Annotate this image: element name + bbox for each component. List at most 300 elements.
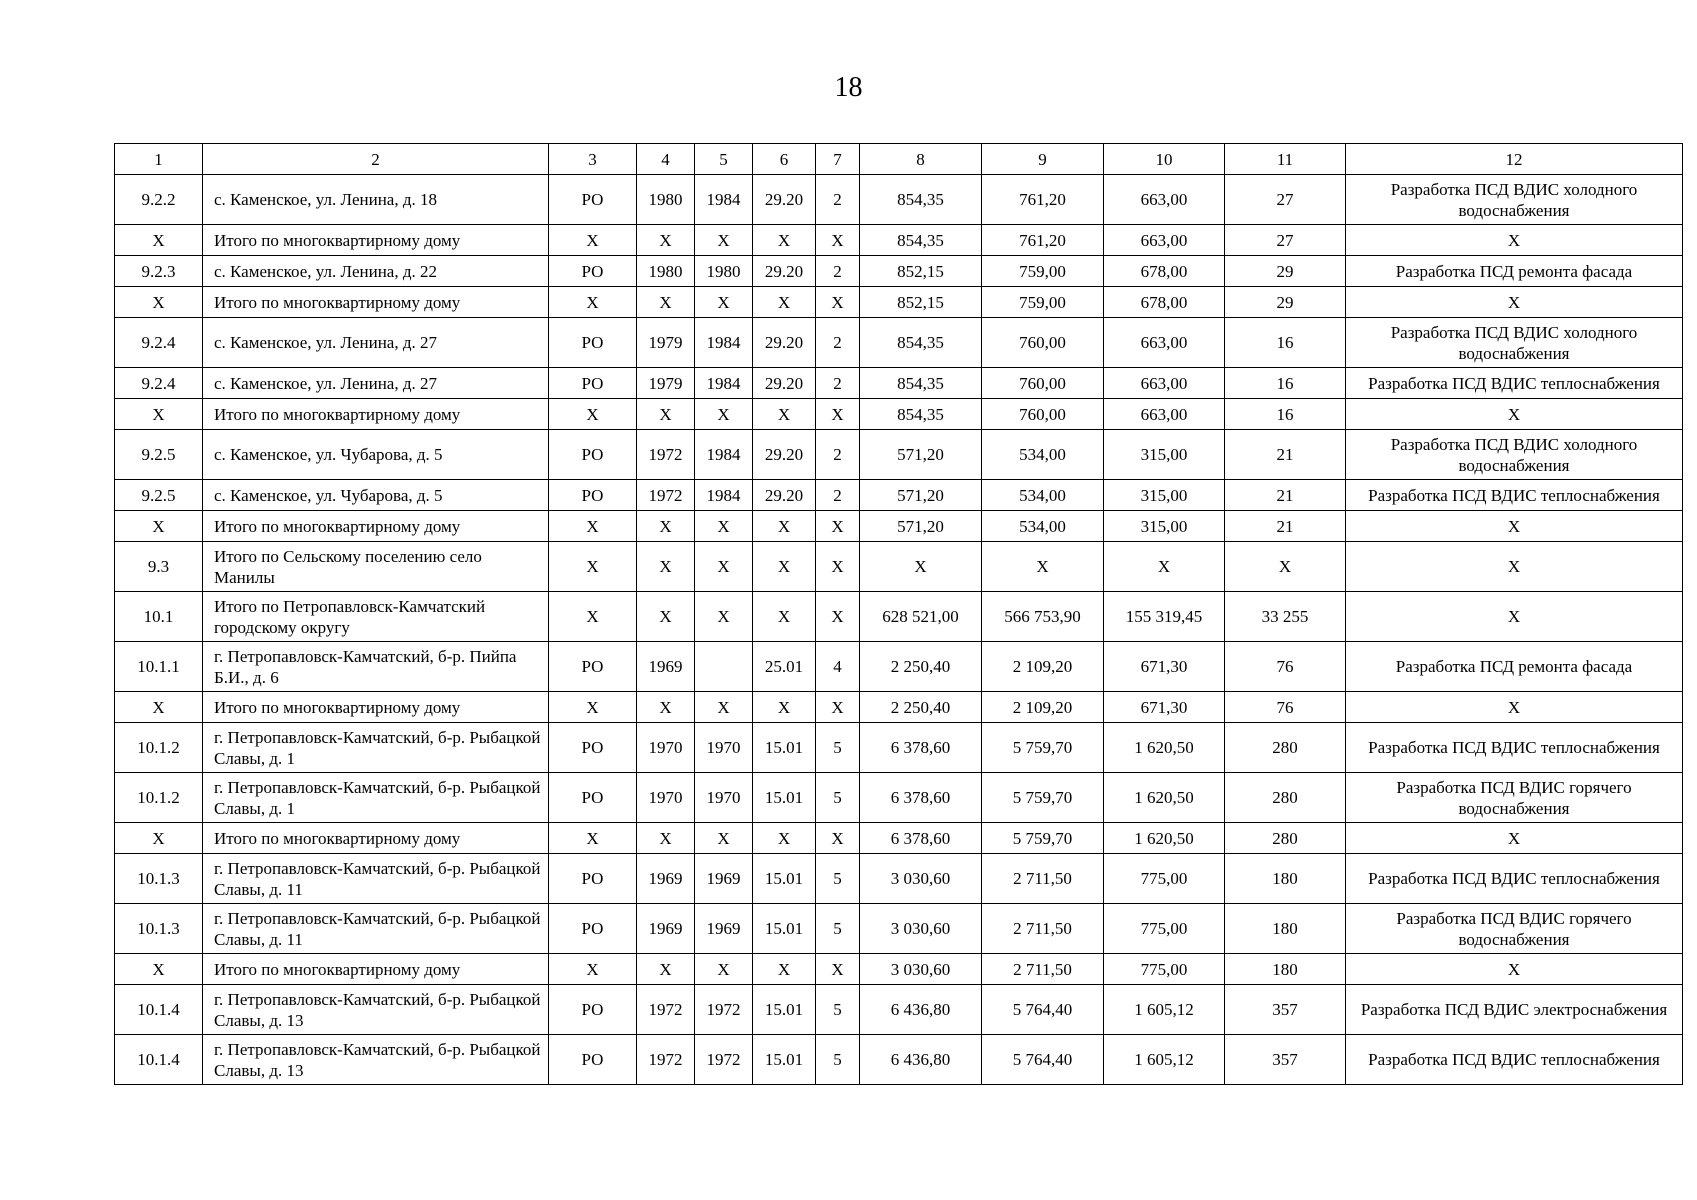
table-cell-col-4: Х <box>637 511 695 542</box>
table-cell-col-4: Х <box>637 692 695 723</box>
table-cell-col-12: Разработка ПСД ремонта фасада <box>1346 642 1683 692</box>
table-cell-col-7: 2 <box>816 430 860 480</box>
table-cell-col-11: 76 <box>1225 642 1346 692</box>
table-cell-col-6: Х <box>753 592 816 642</box>
table-cell-col-5: 1970 <box>695 723 753 773</box>
table-row-subtotal <box>115 225 1683 256</box>
table-cell-col-11: 21 <box>1225 430 1346 480</box>
table-cell-col-6: 15.01 <box>753 904 816 954</box>
table-cell-col-6: Х <box>753 692 816 723</box>
table-cell-col-10: 663,00 <box>1104 225 1225 256</box>
table-cell-col-5: Х <box>695 823 753 854</box>
table-cell-col-5: 1984 <box>695 318 753 368</box>
table-cell-col-11: 16 <box>1225 368 1346 399</box>
table-row <box>115 542 1683 592</box>
table-cell-col-7: 2 <box>816 318 860 368</box>
table-cell-col-3: Х <box>549 823 637 854</box>
table-cell-col-2: Итого по Сельскому поселению село Манилы <box>203 542 549 592</box>
table-cell-col-11: 29 <box>1225 287 1346 318</box>
table-cell-col-11: 27 <box>1225 175 1346 225</box>
table-cell-col-12: Разработка ПСД ремонта фасада <box>1346 256 1683 287</box>
table-cell-col-4: 1979 <box>637 368 695 399</box>
table-row <box>115 1035 1683 1085</box>
table-cell-col-10: 1 620,50 <box>1104 823 1225 854</box>
table-cell-col-2: г. Петропавловск-Камчатский, б-р. Рыбацкой Славы, д. 13 <box>203 985 549 1035</box>
table-cell-col-12: Разработка ПСД ВДИС горячего водоснабжения <box>1346 904 1683 954</box>
table-cell-col-7: 2 <box>816 175 860 225</box>
table-row <box>115 642 1683 692</box>
table-cell-col-11: Х <box>1225 542 1346 592</box>
table-cell-col-9: 759,00 <box>982 287 1104 318</box>
table-cell-col-4: Х <box>637 287 695 318</box>
table-cell-col-10: 155 319,45 <box>1104 592 1225 642</box>
table-row <box>115 368 1683 399</box>
table-cell-col-5: Х <box>695 592 753 642</box>
table-cell-col-4: 1969 <box>637 904 695 954</box>
table-cell-col-1: 10.1.3 <box>115 854 203 904</box>
table-cell-col-7: Х <box>816 511 860 542</box>
table-cell-col-3: РО <box>549 904 637 954</box>
table-cell-col-1: 9.2.4 <box>115 318 203 368</box>
table-cell-col-5: Х <box>695 225 753 256</box>
table-cell-col-3: РО <box>549 480 637 511</box>
table-cell-col-7: 5 <box>816 854 860 904</box>
header-cell: 11 <box>1225 144 1346 175</box>
table-cell-col-12: Х <box>1346 287 1683 318</box>
table-cell-col-2: Итого по многоквартирному дому <box>203 225 549 256</box>
table-cell-col-10: 678,00 <box>1104 256 1225 287</box>
table-cell-col-7: 2 <box>816 368 860 399</box>
header-cell: 3 <box>549 144 637 175</box>
table-cell-col-9: 760,00 <box>982 368 1104 399</box>
table-cell-col-3: РО <box>549 318 637 368</box>
table-cell-col-1: 9.2.4 <box>115 368 203 399</box>
table-cell-col-4: 1969 <box>637 854 695 904</box>
table-cell-col-11: 180 <box>1225 854 1346 904</box>
table-cell-col-6: Х <box>753 399 816 430</box>
header-cell: 2 <box>203 144 549 175</box>
table-cell-col-8: 2 250,40 <box>860 692 982 723</box>
table-cell-col-2: г. Петропавловск-Камчатский, б-р. Рыбацкой Славы, д. 1 <box>203 773 549 823</box>
table-cell-col-2: г. Петропавловск-Камчатский, б-р. Пийпа Б.И., д. 6 <box>203 642 549 692</box>
table-cell-col-2: г. Петропавловск-Камчатский, б-р. Рыбацкой Славы, д. 13 <box>203 1035 549 1085</box>
table-cell-col-10: 663,00 <box>1104 368 1225 399</box>
table-cell-col-2: Итого по многоквартирному дому <box>203 954 549 985</box>
table-cell-col-8: 6 436,80 <box>860 985 982 1035</box>
table-cell-col-5: 1969 <box>695 854 753 904</box>
table-cell-col-12: Х <box>1346 592 1683 642</box>
table-cell-col-12: Разработка ПСД ВДИС теплоснабжения <box>1346 854 1683 904</box>
table-cell-col-7: 2 <box>816 256 860 287</box>
table-cell-col-3: Х <box>549 542 637 592</box>
header-cell: 9 <box>982 144 1104 175</box>
table-cell-col-8: 3 030,60 <box>860 954 982 985</box>
table-cell-col-11: 16 <box>1225 399 1346 430</box>
table-cell-col-7: 4 <box>816 642 860 692</box>
table-cell-col-6: Х <box>753 287 816 318</box>
table-cell-col-7: 5 <box>816 904 860 954</box>
table-cell-col-8: 854,35 <box>860 368 982 399</box>
table-body <box>115 144 1683 1085</box>
table-cell-col-12: Х <box>1346 692 1683 723</box>
table-cell-col-1: 9.3 <box>115 542 203 592</box>
table-cell-col-11: 180 <box>1225 954 1346 985</box>
table-cell-col-3: Х <box>549 692 637 723</box>
table-cell-col-12: Х <box>1346 225 1683 256</box>
table-cell-col-2: Итого по многоквартирному дому <box>203 823 549 854</box>
table-cell-col-1: 10.1.3 <box>115 904 203 954</box>
table-cell-col-8: 854,35 <box>860 399 982 430</box>
header-cell: 7 <box>816 144 860 175</box>
table-cell-col-1: 10.1 <box>115 592 203 642</box>
table-cell-col-1: 9.2.3 <box>115 256 203 287</box>
table-cell-col-4: 1969 <box>637 642 695 692</box>
table-row <box>115 592 1683 642</box>
table-cell-col-7: Х <box>816 542 860 592</box>
table-cell-col-9: 534,00 <box>982 480 1104 511</box>
table-cell-col-5: 1980 <box>695 256 753 287</box>
table-cell-col-2: с. Каменское, ул. Ленина, д. 22 <box>203 256 549 287</box>
table-cell-col-3: РО <box>549 1035 637 1085</box>
table-cell-col-11: 21 <box>1225 480 1346 511</box>
table-cell-col-6: 15.01 <box>753 1035 816 1085</box>
table-cell-col-6: 15.01 <box>753 773 816 823</box>
table-cell-col-9: 5 764,40 <box>982 1035 1104 1085</box>
table-cell-col-8: 854,35 <box>860 318 982 368</box>
table-cell-col-9: 5 764,40 <box>982 985 1104 1035</box>
table-cell-col-5: 1984 <box>695 430 753 480</box>
table-cell-col-11: 29 <box>1225 256 1346 287</box>
table-cell-col-9: 2 109,20 <box>982 692 1104 723</box>
header-cell: 12 <box>1346 144 1683 175</box>
table-cell-col-4: 1980 <box>637 175 695 225</box>
table-cell-col-3: РО <box>549 854 637 904</box>
table-cell-col-10: 1 605,12 <box>1104 985 1225 1035</box>
table-cell-col-5: Х <box>695 287 753 318</box>
table-cell-col-12: Х <box>1346 823 1683 854</box>
table-cell-col-8: 854,35 <box>860 225 982 256</box>
table-cell-col-10: 775,00 <box>1104 954 1225 985</box>
table-cell-col-9: 760,00 <box>982 318 1104 368</box>
table-cell-col-1: Х <box>115 823 203 854</box>
header-cell: 4 <box>637 144 695 175</box>
table-cell-col-9: 759,00 <box>982 256 1104 287</box>
table-cell-col-5: 1984 <box>695 368 753 399</box>
table-row-subtotal <box>115 823 1683 854</box>
table-cell-col-3: Х <box>549 225 637 256</box>
table-cell-col-6: Х <box>753 225 816 256</box>
header-row <box>115 144 1683 175</box>
table-row <box>115 430 1683 480</box>
table-cell-col-8: Х <box>860 542 982 592</box>
table-cell-col-9: 2 711,50 <box>982 854 1104 904</box>
table-cell-col-3: РО <box>549 985 637 1035</box>
table-cell-col-3: РО <box>549 368 637 399</box>
table-cell-col-2: Итого по многоквартирному дому <box>203 692 549 723</box>
page-number: 18 <box>834 72 863 103</box>
table-cell-col-1: 9.2.2 <box>115 175 203 225</box>
table-cell-col-2: с. Каменское, ул. Чубарова, д. 5 <box>203 430 549 480</box>
table-cell-col-7: 5 <box>816 723 860 773</box>
table-cell-col-8: 571,20 <box>860 430 982 480</box>
table-cell-col-12: Разработка ПСД ВДИС теплоснабжения <box>1346 723 1683 773</box>
table-cell-col-3: РО <box>549 175 637 225</box>
table-cell-col-1: Х <box>115 692 203 723</box>
repair-plan-table <box>114 143 1683 1085</box>
table-cell-col-12: Разработка ПСД ВДИС холодного водоснабжения <box>1346 430 1683 480</box>
table-cell-col-6: 25.01 <box>753 642 816 692</box>
table-cell-col-5: 1972 <box>695 985 753 1035</box>
table-cell-col-10: 671,30 <box>1104 642 1225 692</box>
table-cell-col-8: 6 378,60 <box>860 723 982 773</box>
table-cell-col-7: 5 <box>816 773 860 823</box>
table-cell-col-1: Х <box>115 287 203 318</box>
table-cell-col-9: 5 759,70 <box>982 723 1104 773</box>
table-cell-col-3: РО <box>549 642 637 692</box>
table-cell-col-10: 775,00 <box>1104 854 1225 904</box>
table-cell-col-2: Итого по многоквартирному дому <box>203 399 549 430</box>
table-cell-col-2: г. Петропавловск-Камчатский, б-р. Рыбацкой Славы, д. 11 <box>203 904 549 954</box>
table-cell-col-6: Х <box>753 511 816 542</box>
table-cell-col-9: 2 711,50 <box>982 954 1104 985</box>
table-cell-col-6: 15.01 <box>753 854 816 904</box>
table-cell-col-4: 1972 <box>637 985 695 1035</box>
table-cell-col-8: 3 030,60 <box>860 854 982 904</box>
table-cell-col-8: 852,15 <box>860 287 982 318</box>
table-cell-col-1: 9.2.5 <box>115 430 203 480</box>
table-cell-col-8: 571,20 <box>860 480 982 511</box>
table-cell-col-6: 29.20 <box>753 480 816 511</box>
table-cell-col-12: Разработка ПСД ВДИС электроснабжения <box>1346 985 1683 1035</box>
table-cell-col-11: 180 <box>1225 904 1346 954</box>
table-cell-col-3: РО <box>549 256 637 287</box>
table-cell-col-10: 671,30 <box>1104 692 1225 723</box>
table-cell-col-10: 315,00 <box>1104 480 1225 511</box>
table-cell-col-7: Х <box>816 692 860 723</box>
table-cell-col-1: Х <box>115 954 203 985</box>
table-cell-col-10: Х <box>1104 542 1225 592</box>
table-cell-col-5 <box>695 642 753 692</box>
table-cell-col-9: 534,00 <box>982 511 1104 542</box>
table-cell-col-10: 315,00 <box>1104 430 1225 480</box>
table-cell-col-2: с. Каменское, ул. Ленина, д. 27 <box>203 318 549 368</box>
table-cell-col-6: Х <box>753 823 816 854</box>
table-cell-col-10: 663,00 <box>1104 399 1225 430</box>
table-cell-col-12: Разработка ПСД ВДИС холодного водоснабжения <box>1346 175 1683 225</box>
table-cell-col-7: Х <box>816 399 860 430</box>
table-cell-col-10: 663,00 <box>1104 318 1225 368</box>
header-cell: 8 <box>860 144 982 175</box>
table-cell-col-8: 571,20 <box>860 511 982 542</box>
table-cell-col-6: 29.20 <box>753 175 816 225</box>
table-cell-col-1: 10.1.4 <box>115 985 203 1035</box>
table-cell-col-6: Х <box>753 542 816 592</box>
table-row <box>115 723 1683 773</box>
table-cell-col-11: 76 <box>1225 692 1346 723</box>
table-cell-col-2: с. Каменское, ул. Ленина, д. 27 <box>203 368 549 399</box>
table-cell-col-9: 2 711,50 <box>982 904 1104 954</box>
table-cell-col-12: Х <box>1346 954 1683 985</box>
table-cell-col-6: Х <box>753 954 816 985</box>
table-cell-col-1: Х <box>115 399 203 430</box>
table-cell-col-4: Х <box>637 399 695 430</box>
table-row <box>115 256 1683 287</box>
table-cell-col-4: 1972 <box>637 430 695 480</box>
table-cell-col-4: 1970 <box>637 773 695 823</box>
table-cell-col-11: 280 <box>1225 773 1346 823</box>
table-cell-col-9: 761,20 <box>982 175 1104 225</box>
table-row <box>115 480 1683 511</box>
table-cell-col-11: 21 <box>1225 511 1346 542</box>
table-row <box>115 175 1683 225</box>
table-cell-col-1: 9.2.5 <box>115 480 203 511</box>
table-cell-col-6: 15.01 <box>753 723 816 773</box>
table-cell-col-10: 315,00 <box>1104 511 1225 542</box>
table-cell-col-9: Х <box>982 542 1104 592</box>
table-cell-col-6: 29.20 <box>753 430 816 480</box>
table-cell-col-3: РО <box>549 773 637 823</box>
table-cell-col-4: 1980 <box>637 256 695 287</box>
table-cell-col-4: Х <box>637 225 695 256</box>
table-cell-col-7: Х <box>816 954 860 985</box>
table-cell-col-7: Х <box>816 287 860 318</box>
table-cell-col-4: 1970 <box>637 723 695 773</box>
table-cell-col-3: РО <box>549 723 637 773</box>
table-cell-col-8: 6 378,60 <box>860 773 982 823</box>
table-cell-col-1: 10.1.2 <box>115 723 203 773</box>
header-cell: 6 <box>753 144 816 175</box>
table-row <box>115 318 1683 368</box>
table-cell-col-9: 566 753,90 <box>982 592 1104 642</box>
table-cell-col-8: 628 521,00 <box>860 592 982 642</box>
table-cell-col-7: 2 <box>816 480 860 511</box>
table-cell-col-4: 1972 <box>637 1035 695 1085</box>
table-cell-col-3: РО <box>549 430 637 480</box>
table-cell-col-3: Х <box>549 399 637 430</box>
table-cell-col-10: 678,00 <box>1104 287 1225 318</box>
table-cell-col-2: Итого по Петропавловск-Камчатский городскому округу <box>203 592 549 642</box>
table-row-subtotal <box>115 954 1683 985</box>
table-cell-col-12: Х <box>1346 511 1683 542</box>
table-cell-col-11: 16 <box>1225 318 1346 368</box>
table-cell-col-2: г. Петропавловск-Камчатский, б-р. Рыбацкой Славы, д. 11 <box>203 854 549 904</box>
table-cell-col-1: Х <box>115 511 203 542</box>
table-cell-col-5: 1972 <box>695 1035 753 1085</box>
table-cell-col-5: Х <box>695 692 753 723</box>
table-cell-col-2: с. Каменское, ул. Ленина, д. 18 <box>203 175 549 225</box>
table-cell-col-8: 854,35 <box>860 175 982 225</box>
table-cell-col-8: 2 250,40 <box>860 642 982 692</box>
table-cell-col-5: Х <box>695 542 753 592</box>
table-cell-col-1: 10.1.4 <box>115 1035 203 1085</box>
table-cell-col-9: 5 759,70 <box>982 823 1104 854</box>
table-cell-col-5: 1969 <box>695 904 753 954</box>
table-cell-col-1: 10.1.2 <box>115 773 203 823</box>
table-cell-col-6: 15.01 <box>753 985 816 1035</box>
table-cell-col-12: Х <box>1346 542 1683 592</box>
table-cell-col-5: Х <box>695 511 753 542</box>
table-cell-col-4: 1979 <box>637 318 695 368</box>
table-row-subtotal <box>115 287 1683 318</box>
table-cell-col-4: Х <box>637 592 695 642</box>
table-row-subtotal <box>115 399 1683 430</box>
table-cell-col-10: 1 605,12 <box>1104 1035 1225 1085</box>
table-cell-col-12: Х <box>1346 399 1683 430</box>
table-cell-col-11: 33 255 <box>1225 592 1346 642</box>
header-cell: 10 <box>1104 144 1225 175</box>
table-cell-col-5: 1984 <box>695 480 753 511</box>
table-cell-col-2: Итого по многоквартирному дому <box>203 511 549 542</box>
table-cell-col-10: 663,00 <box>1104 175 1225 225</box>
table-cell-col-12: Разработка ПСД ВДИС теплоснабжения <box>1346 1035 1683 1085</box>
table-cell-col-3: Х <box>549 592 637 642</box>
table-cell-col-1: Х <box>115 225 203 256</box>
table-cell-col-5: 1970 <box>695 773 753 823</box>
table-row <box>115 985 1683 1035</box>
table-cell-col-5: 1984 <box>695 175 753 225</box>
table-cell-col-10: 775,00 <box>1104 904 1225 954</box>
table-cell-col-6: 29.20 <box>753 256 816 287</box>
table-cell-col-9: 2 109,20 <box>982 642 1104 692</box>
header-cell: 5 <box>695 144 753 175</box>
table-cell-col-3: Х <box>549 287 637 318</box>
table-cell-col-9: 760,00 <box>982 399 1104 430</box>
table-cell-col-10: 1 620,50 <box>1104 773 1225 823</box>
table-cell-col-7: 5 <box>816 985 860 1035</box>
table-cell-col-11: 280 <box>1225 823 1346 854</box>
table-cell-col-9: 761,20 <box>982 225 1104 256</box>
table-cell-col-12: Разработка ПСД ВДИС горячего водоснабжения <box>1346 773 1683 823</box>
table-cell-col-5: Х <box>695 399 753 430</box>
table-cell-col-7: Х <box>816 823 860 854</box>
table-cell-col-7: Х <box>816 225 860 256</box>
table-cell-col-2: с. Каменское, ул. Чубарова, д. 5 <box>203 480 549 511</box>
table-cell-col-3: Х <box>549 511 637 542</box>
table-cell-col-7: Х <box>816 592 860 642</box>
table-cell-col-6: 29.20 <box>753 368 816 399</box>
table-row <box>115 854 1683 904</box>
table-cell-col-12: Разработка ПСД ВДИС теплоснабжения <box>1346 480 1683 511</box>
table-cell-col-11: 357 <box>1225 1035 1346 1085</box>
table-cell-col-11: 27 <box>1225 225 1346 256</box>
header-cell: 1 <box>115 144 203 175</box>
table-cell-col-2: г. Петропавловск-Камчатский, б-р. Рыбацкой Славы, д. 1 <box>203 723 549 773</box>
table-cell-col-7: 5 <box>816 1035 860 1085</box>
table-row <box>115 904 1683 954</box>
table-cell-col-2: Итого по многоквартирному дому <box>203 287 549 318</box>
table-cell-col-9: 534,00 <box>982 430 1104 480</box>
table-cell-col-6: 29.20 <box>753 318 816 368</box>
table-cell-col-10: 1 620,50 <box>1104 723 1225 773</box>
table-row-subtotal <box>115 511 1683 542</box>
table-row-subtotal <box>115 692 1683 723</box>
table-cell-col-8: 6 378,60 <box>860 823 982 854</box>
table-cell-col-3: Х <box>549 954 637 985</box>
table-cell-col-8: 852,15 <box>860 256 982 287</box>
table-cell-col-12: Разработка ПСД ВДИС теплоснабжения <box>1346 368 1683 399</box>
table-cell-col-12: Разработка ПСД ВДИС холодного водоснабжения <box>1346 318 1683 368</box>
table-cell-col-11: 357 <box>1225 985 1346 1035</box>
table-row <box>115 773 1683 823</box>
table-cell-col-4: Х <box>637 954 695 985</box>
table-cell-col-4: 1972 <box>637 480 695 511</box>
table-cell-col-11: 280 <box>1225 723 1346 773</box>
table-cell-col-8: 3 030,60 <box>860 904 982 954</box>
table-cell-col-4: Х <box>637 542 695 592</box>
table-cell-col-8: 6 436,80 <box>860 1035 982 1085</box>
table-cell-col-9: 5 759,70 <box>982 773 1104 823</box>
table-cell-col-5: Х <box>695 954 753 985</box>
